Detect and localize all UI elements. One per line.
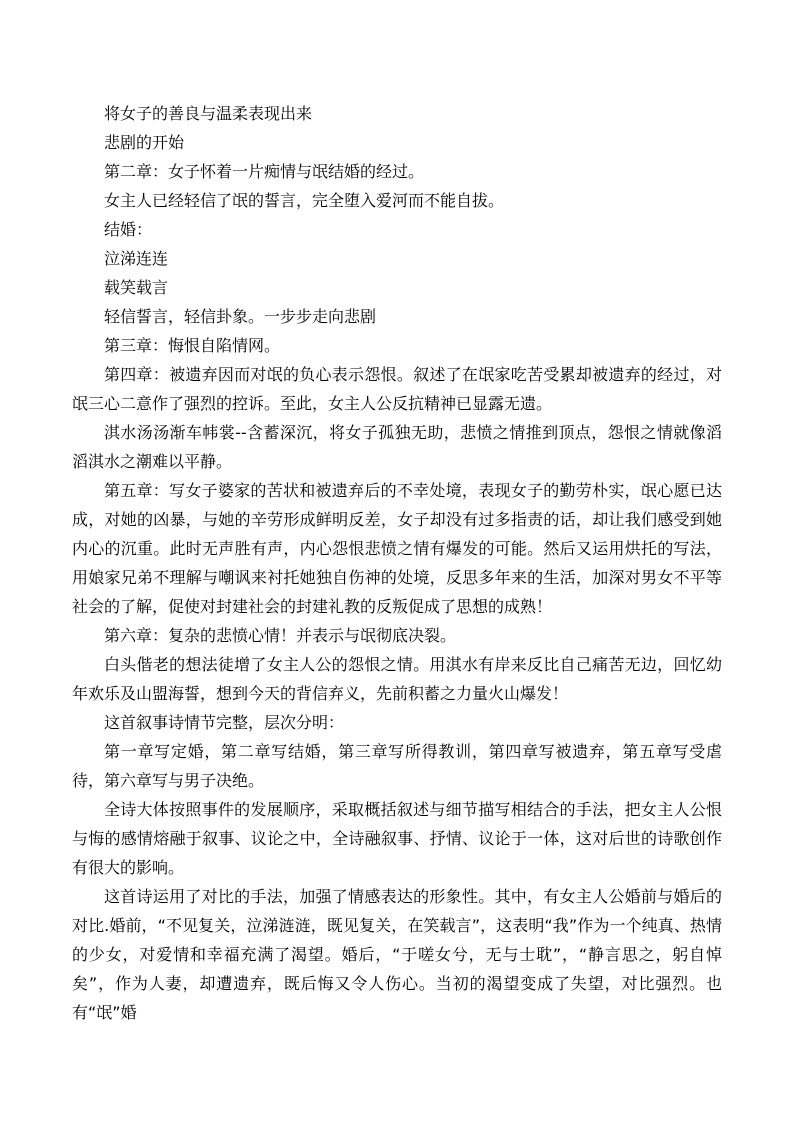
paragraph: 载笑载言 — [104, 278, 169, 297]
paragraph: 第四章：被遗弃因而对氓的负心表示怨恨。叙述了在氓家吃苦受累却被遗弃的经过，对氓三心二意作了强烈的控诉。至此，女主人公反抗精神已显露无遗。 — [72, 365, 722, 413]
paragraph: 悲剧的开始 — [104, 133, 185, 152]
paragraph: 第一章写定婚，第二章写结婚，第三章写所得教训，第四章写被遗弃，第五章写受虐待，第六章写与男子决绝。 — [72, 742, 722, 790]
paragraph: 结婚： — [104, 220, 153, 239]
document-body — [72, 99, 722, 1027]
paragraph: 将女子的善良与温柔表现出来 — [104, 104, 313, 123]
paragraph: 第二章：女子怀着一片痴情与氓结婚的经过。 — [104, 162, 425, 181]
paragraph: 白头偕老的想法徒增了女主人公的怨恨之情。用淇水有岸来反比自己痛苦无边，回忆幼年欢乐及山盟海誓，想到今天的背信弃义，先前积蓄之力量火山爆发！ — [72, 655, 722, 703]
paragraph: 这首诗运用了对比的手法，加强了情感表达的形象性。其中，有女主人公婚前与婚后的对比.婚前，“不见复关，泣涕涟涟，既见复关，在笑载言”，这表明“我”作为一个纯真、热情的少女，对爱情和幸福充满了渴望。婚后，“于嗟女兮，无与士耽”，“静言思之，躬自悼矣”，作为人妻，却遭遗弃，既后悔又令人伤心。当初的渴望变成了失望，对比强烈。也有“氓”婚 — [72, 887, 722, 1022]
paragraph: 轻信誓言，轻信卦象。一步步走向悲剧 — [104, 307, 377, 326]
paragraph: 女主人已经轻信了氓的誓言，完全堕入爱河而不能自拔。 — [104, 191, 505, 210]
paragraph: 淇水汤汤渐车帏裳--含蓄深沉，将女子孤独无助，悲愤之情推到顶点，怨恨之情就像滔滔淇水之潮难以平静。 — [72, 423, 722, 471]
paragraph: 第三章：悔恨自陷情网。 — [104, 336, 281, 355]
paragraph: 泣涕连连 — [104, 249, 169, 268]
paragraph: 这首叙事诗情节完整，层次分明： — [104, 713, 345, 732]
paragraph: 全诗大体按照事件的发展顺序，采取概括叙述与细节描写相结合的手法，把女主人公恨与悔的感情熔融于叙事、议论之中，全诗融叙事、抒情、议论于一体，这对后世的诗歌创作有很大的影响。 — [72, 800, 722, 877]
paragraph: 第五章：写女子婆家的苦状和被遗弃后的不幸处境，表现女子的勤劳朴实，氓心愿已达成，对她的凶暴，与她的辛劳形成鲜明反差，女子却没有过多指责的话，却让我们感受到她内心的沉重。此时无声胜有声，内心怨恨悲愤之情有爆发的可能。然后又运用烘托的写法，用娘家兄弟不理解与嘲讽来衬托她独自伤神的处境，反思多年来的生活，加深对男女不平等社会的了解，促使对封建社会的封建礼教的反叛促成了思想的成熟！ — [72, 481, 722, 616]
paragraph: 第六章：复杂的悲愤心情！并表示与氓彻底决裂。 — [104, 626, 457, 645]
